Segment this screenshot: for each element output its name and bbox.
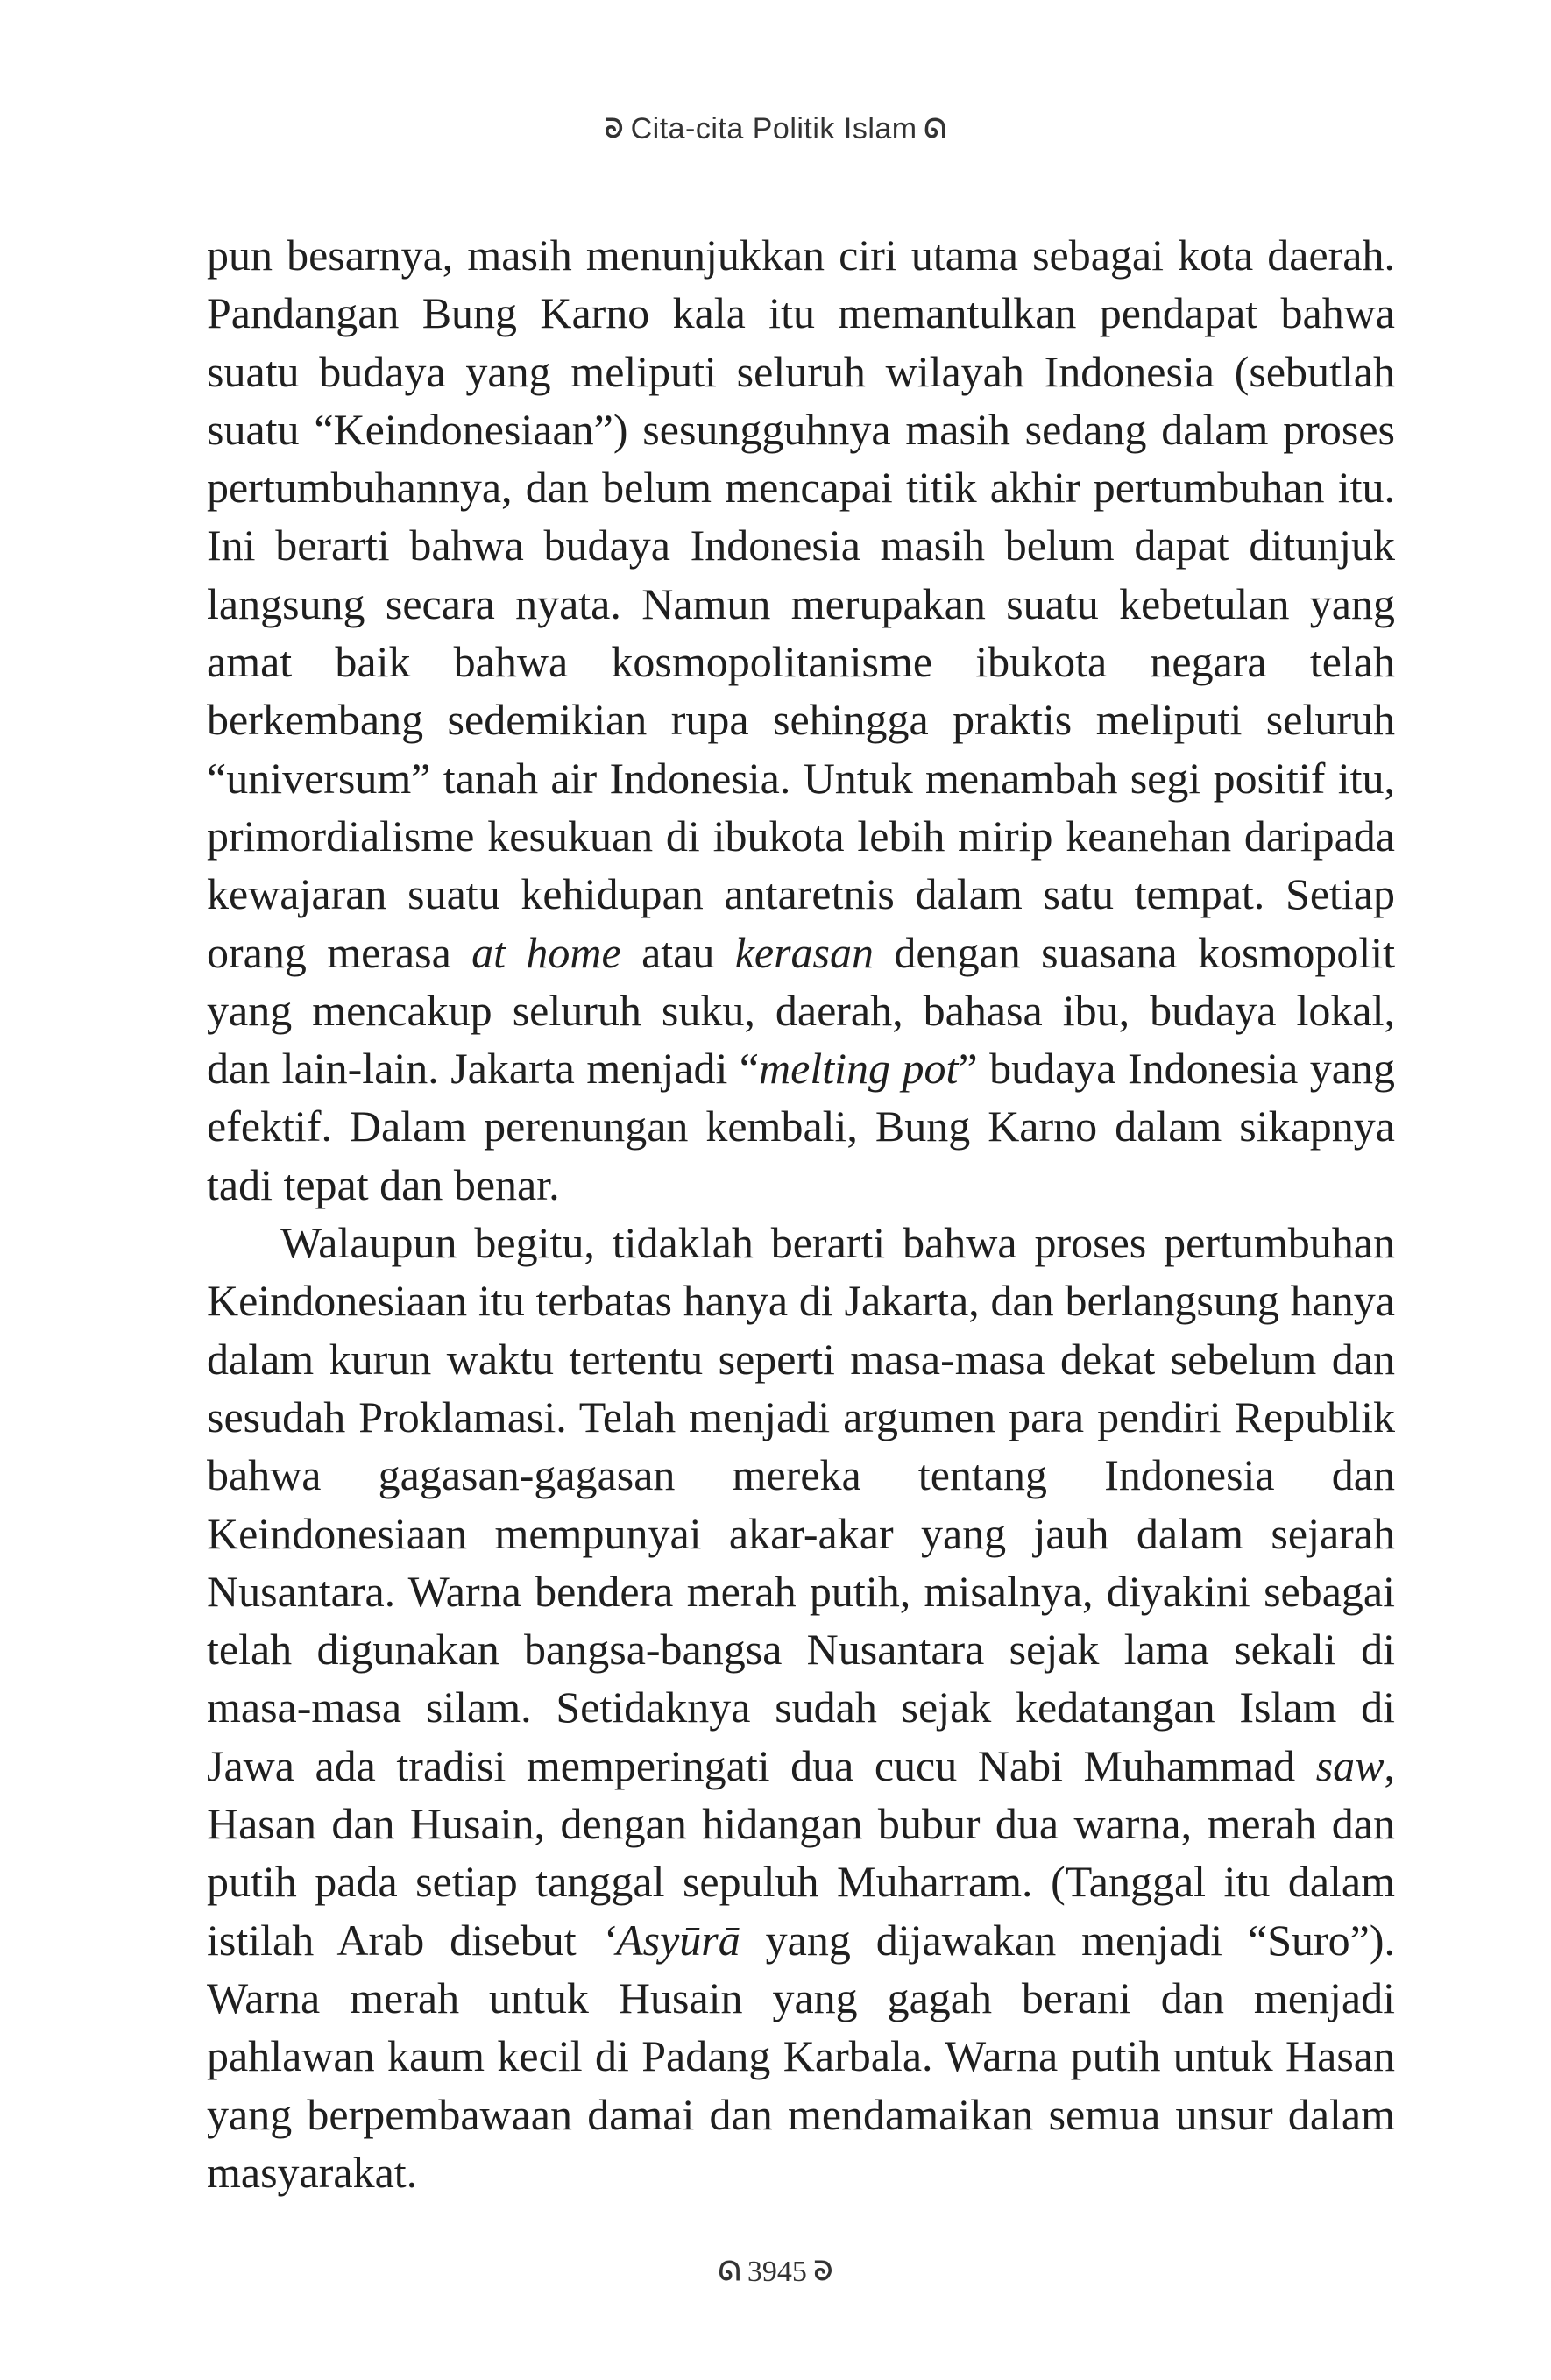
italic-term: saw (1315, 1740, 1385, 1790)
paragraph-2 (207, 1214, 1395, 2201)
text-run: atau (620, 927, 735, 977)
italic-term: kerasan (734, 927, 875, 977)
body-text (207, 226, 1395, 2201)
ornament-left-icon: ᘐ (604, 114, 624, 145)
paragraph-1 (207, 226, 1395, 1214)
text-run: ” budaya Indonesia yang efektif. Dalam perenungan kembali, Bung Karno dalam sikapnya tadi tepat dan benar. (207, 1044, 1396, 1209)
italic-term: at home (471, 927, 621, 977)
running-header (0, 112, 1551, 146)
italic-term: melting pot (759, 1044, 959, 1094)
text-run: dengan suasana kosmopolit yang mencakup seluruh suku, daerah, bahasa ibu, budaya lokal, dan lain-lain. Jakarta menjadi “ (207, 927, 1395, 1094)
text-run: , Hasan dan Husain, dengan hidangan bubur dua warna, merah dan putih pada setiap tanggal sepuluh Muharram. (Tanggal itu dalam istilah Arab disebut (207, 1740, 1395, 1965)
ornament-right-icon: ᘏ (924, 114, 947, 145)
page-number: 3945 (747, 2256, 807, 2288)
page-footer (0, 2256, 1551, 2289)
ornament-right-icon: ᘐ (813, 2256, 833, 2287)
text-run: pun besarnya, masih menunjukkan ciri utama sebagai kota daerah. Pandangan Bung Karno kala itu memantulkan pendapat bahwa suatu budaya yang meliputi seluruh wilayah Indonesia (sebutlah suatu “Keindonesiaan”) sesungguhnya masih sedang dalam proses pertumbuhannya, dan belum mencapai titik akhir pertumbuhan itu. Ini berarti bahwa budaya Indonesia masih belum dapat ditunjuk langsung secara nyata. Namun merupakan suatu kebetulan yang amat baik bahwa kosmopolitanisme ibukota negara telah berkembang sedemikian rupa sehingga praktis meliputi seluruh “universum” tanah air Indonesia. Untuk menambah segi positif itu, primordialisme kesukuan di ibukota lebih mirip keanehan daripada kewajaran suatu kehidupan antaretnis dalam satu tempat. Setiap orang merasa (207, 230, 1395, 977)
text-run: Walaupun begitu, tidaklah berarti bahwa proses pertumbuhan Keindonesiaan itu terbatas hanya di Jakarta, dan berlangsung hanya dalam kurun waktu tertentu seperti masa-masa dekat sebelum dan sesudah Proklamasi. Telah menjadi argumen para pendiri Republik bahwa gagasan-gagasan mereka tentang Indonesia dan Keindonesiaan mempunyai akar-akar yang jauh dalam sejarah Nusantara. Warna bendera merah putih, misalnya, diyakini sebagai telah digunakan bangsa-bangsa Nusantara sejak lama sekali di masa-masa silam. Setidaknya sudah sejak kedatangan Islam di Jawa ada tradisi memperingati dua cucu Nabi Muhammad (207, 1218, 1395, 1790)
running-header-title: Cita-cita Politik Islam (630, 112, 917, 145)
text-run: yang dijawakan menjadi “Suro”). Warna merah untuk Husain yang gagah berani dan menjadi pahlawan kaum kecil di Padang Karbala. Warna putih untuk Hasan yang berpembawaan damai dan mendamaikan semua unsur dalam masyarakat. (207, 1915, 1395, 2197)
ornament-left-icon: ᘏ (718, 2256, 740, 2287)
italic-term: ‘Asyūrā (601, 1915, 740, 1965)
